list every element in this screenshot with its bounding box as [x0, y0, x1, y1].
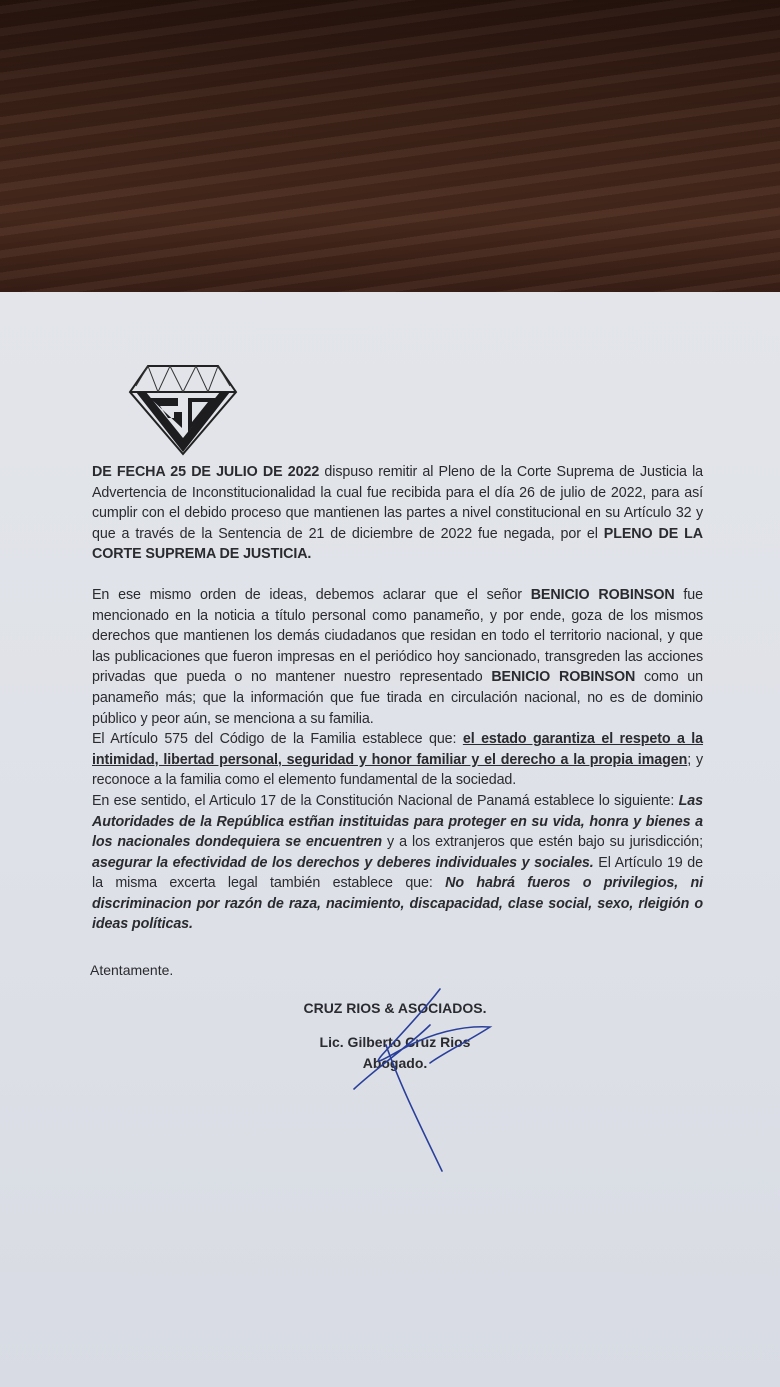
text-segment: como un panameño más; que la información que fue tirada en circulación nacional, no es de dominio público y peor aún, se menciona a su familia. — [92, 669, 704, 727]
text-segment: En ese sentido, el Articulo 17 de la Constitución Nacional de Panamá establece lo siguiente: — [92, 792, 679, 809]
text-segment: y a los extranjeros que estén bajo su jurisdicción; — [381, 834, 703, 851]
signer-name: Lic. Gilberto Cruz Rios — [319, 1034, 471, 1050]
paragraph — [92, 462, 703, 565]
text-segment: Las Autoridades de la República estñan instituidas para proteger en su vida, honra y bienes a los nacionales dondequiera se encuentren — [92, 792, 703, 851]
document-body — [92, 462, 703, 935]
paragraph-gap — [92, 565, 703, 585]
firm-name: CRUZ RIOS & ASOCIADOS. — [303, 1000, 487, 1016]
signer-title: Abogado. — [362, 1055, 428, 1071]
diamond-gv-logo-icon — [128, 362, 238, 456]
paragraph — [92, 791, 703, 935]
text-segment: ; y reconoce a la familia como el elemento fundamental de la sociedad. — [92, 751, 704, 789]
paragraph — [92, 729, 703, 791]
closing-text: Atentamente. — [90, 962, 174, 978]
text-segment: fue mencionado en la noticia a título personal como panameño, y por ende, goza de los mismos derechos que mantienen los demás ciudadanos que residan en todo el territorio nacional, y que las publicaciones que fueron impresas en el periódico hoy sancionado, transgreden las acciones privadas que pueda o no mantener nuestro representado — [92, 586, 704, 686]
text-segment: el estado garantiza el respeto a la intimidad, libertad personal, seguridad y honor familiar y el derecho a la propia imagen — [92, 731, 704, 768]
text-segment: En ese mismo orden de ideas, debemos aclarar que el señor — [92, 586, 531, 603]
text-segment: BENICIO ROBINSON — [491, 669, 636, 686]
paragraph — [92, 585, 703, 729]
text-segment: No habrá fueros o privilegios, ni discriminacion por razón de raza, nacimiento, discapacidad, clase social, sexo, rleigión o ideas políticas. — [92, 875, 703, 933]
text-segment: DE FECHA 25 DE JULIO DE 2022 — [92, 464, 320, 480]
text-segment: PLENO DE LA CORTE SUPREMA DE JUSTICIA. — [92, 525, 703, 563]
wooden-table-background — [0, 0, 780, 293]
text-segment: El Artículo 19 de la misma excerta legal también establece que: — [92, 854, 703, 892]
text-segment: El Artículo 575 del Código de la Familia establece que: — [92, 731, 463, 748]
text-segment: BENICIO ROBINSON — [530, 586, 675, 603]
text-segment: dispuso remitir al Pleno de la Corte Suprema de Justicia la Advertencia de Inconstitucionalidad la cual fue recibida para el día 26 de julio de 2022, para así cumplir con el debido proceso que mantienen las partes a nivel constitucional en su Artículo 32 y que a través de la Sentencia de 21 de diciembre de 2022 fue negada, por el — [92, 464, 704, 542]
text-segment: asegurar la efectividad de los derechos y deberes individuales y sociales. — [92, 854, 594, 871]
signature-block — [240, 998, 550, 1074]
